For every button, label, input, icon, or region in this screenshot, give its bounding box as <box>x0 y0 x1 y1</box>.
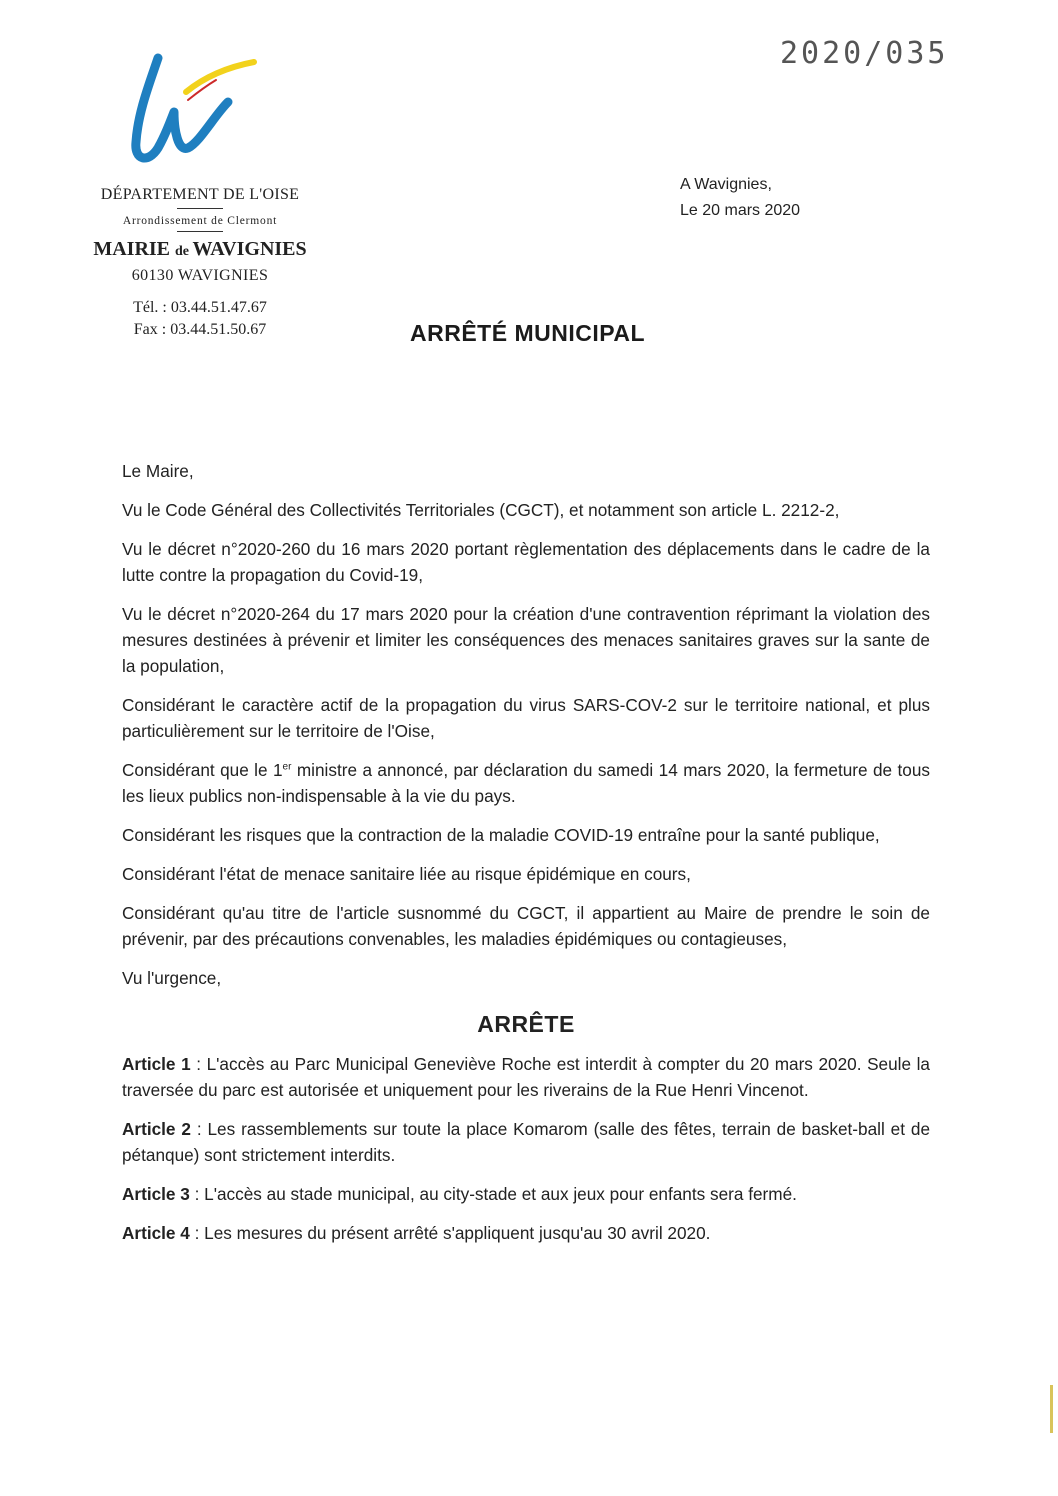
scan-edge-mark <box>1050 1385 1053 1433</box>
considerant-ministre-part-a: Considérant que le 1 <box>122 760 283 780</box>
article-label: Article 2 <box>122 1119 191 1139</box>
vu-urgence: Vu l'urgence, <box>122 968 222 988</box>
document-body <box>122 458 930 1259</box>
intro: Le Maire, <box>122 461 194 481</box>
article-text: : L'accès au stade municipal, au city-stade et aux jeux pour enfants sera fermé. <box>189 1184 797 1204</box>
mairie-name <box>60 238 340 261</box>
vu-decret-264: Vu le décret n°2020-264 du 17 mars 2020 pour la création d'une contravention réprimant la violation des mesures destinées à prévenir et limiter les conséquences des menaces sanitaires graves sur la sante de la population, <box>122 604 930 676</box>
page-title: ARRÊTÉ MUNICIPAL <box>410 320 646 346</box>
article-label: Article 4 <box>122 1223 190 1243</box>
arrete-heading: ARRÊTE <box>477 1011 575 1037</box>
article-text: : Les mesures du présent arrêté s'appliquent jusqu'au 30 avril 2020. <box>189 1223 711 1243</box>
department-name: DÉPARTEMENT DE L'OISE <box>100 186 300 203</box>
wavignies-logo-icon <box>128 52 258 172</box>
masthead <box>60 186 340 341</box>
vu-cgct: Vu le Code Général des Collectivités Territoriales (CGCT), et notamment son article L. 2212-2, <box>122 500 840 520</box>
considerant-ministre-part-b: ministre a annoncé, par déclaration du samedi 14 mars 2020, la fermeture de tous les lieux publics non-indispensable à la vie du pays. <box>122 760 930 806</box>
ordinal-superscript: er <box>282 761 292 773</box>
masthead-divider <box>177 231 223 232</box>
considerant-article: Considérant qu'au titre de l'article susnommé du CGCT, il appartient au Maire de prendre le soin de prévenir, par des précautions convenables, les maladies épidémiques ou contagieuses, <box>122 903 930 949</box>
mairie-prefix: MAIRIE <box>93 238 176 260</box>
telephone: Tél. : 03.44.51.47.67 <box>133 299 267 316</box>
article-3 <box>122 1181 930 1207</box>
postal-address: 60130 WAVIGNIES <box>131 267 269 284</box>
masthead-divider <box>177 208 223 209</box>
vu-decret-260: Vu le décret n°2020-260 du 16 mars 2020 portant règlementation des déplacements dans le cadre de la lutte contre la propagation du Covid-19, <box>122 539 930 585</box>
article-text: : L'accès au Parc Municipal Geneviève Roche est interdit à compter du 20 mars 2020. Seule la traversée du parc est autorisée et uniquement pour les riverains de la Rue Henri Vincenot. <box>122 1054 930 1100</box>
mairie-town: WAVIGNIES <box>192 238 307 260</box>
date: Le 20 mars 2020 <box>680 202 801 219</box>
place: A Wavignies, <box>680 176 772 193</box>
considerant-menace: Considérant l'état de menace sanitaire liée au risque épidémique en cours, <box>122 864 691 884</box>
document-number: 2020/035 <box>780 36 949 71</box>
mairie-de: de <box>175 244 193 259</box>
considerant-risques: Considérant les risques que la contraction de la maladie COVID-19 entraîne pour la santé publique, <box>122 825 880 845</box>
fax: Fax : 03.44.51.50.67 <box>133 321 267 338</box>
article-label: Article 3 <box>122 1184 190 1204</box>
considerant-actif: Considérant le caractère actif de la propagation du virus SARS-COV-2 sur le territoire national, et plus particulièrement sur le territoire de l'Oise, <box>122 695 930 741</box>
article-1 <box>122 1051 930 1103</box>
arrondissement-name: Arrondissement de Clermont <box>122 215 278 227</box>
article-2 <box>122 1116 930 1168</box>
article-4 <box>122 1220 930 1246</box>
considerant-ministre <box>122 757 930 809</box>
article-text: : Les rassemblements sur toute la place Komarom (salle des fêtes, terrain de basket-ball et de pétanque) sont strictement interdits. <box>122 1119 931 1165</box>
article-label: Article 1 <box>122 1054 191 1074</box>
place-date-block <box>680 172 800 224</box>
